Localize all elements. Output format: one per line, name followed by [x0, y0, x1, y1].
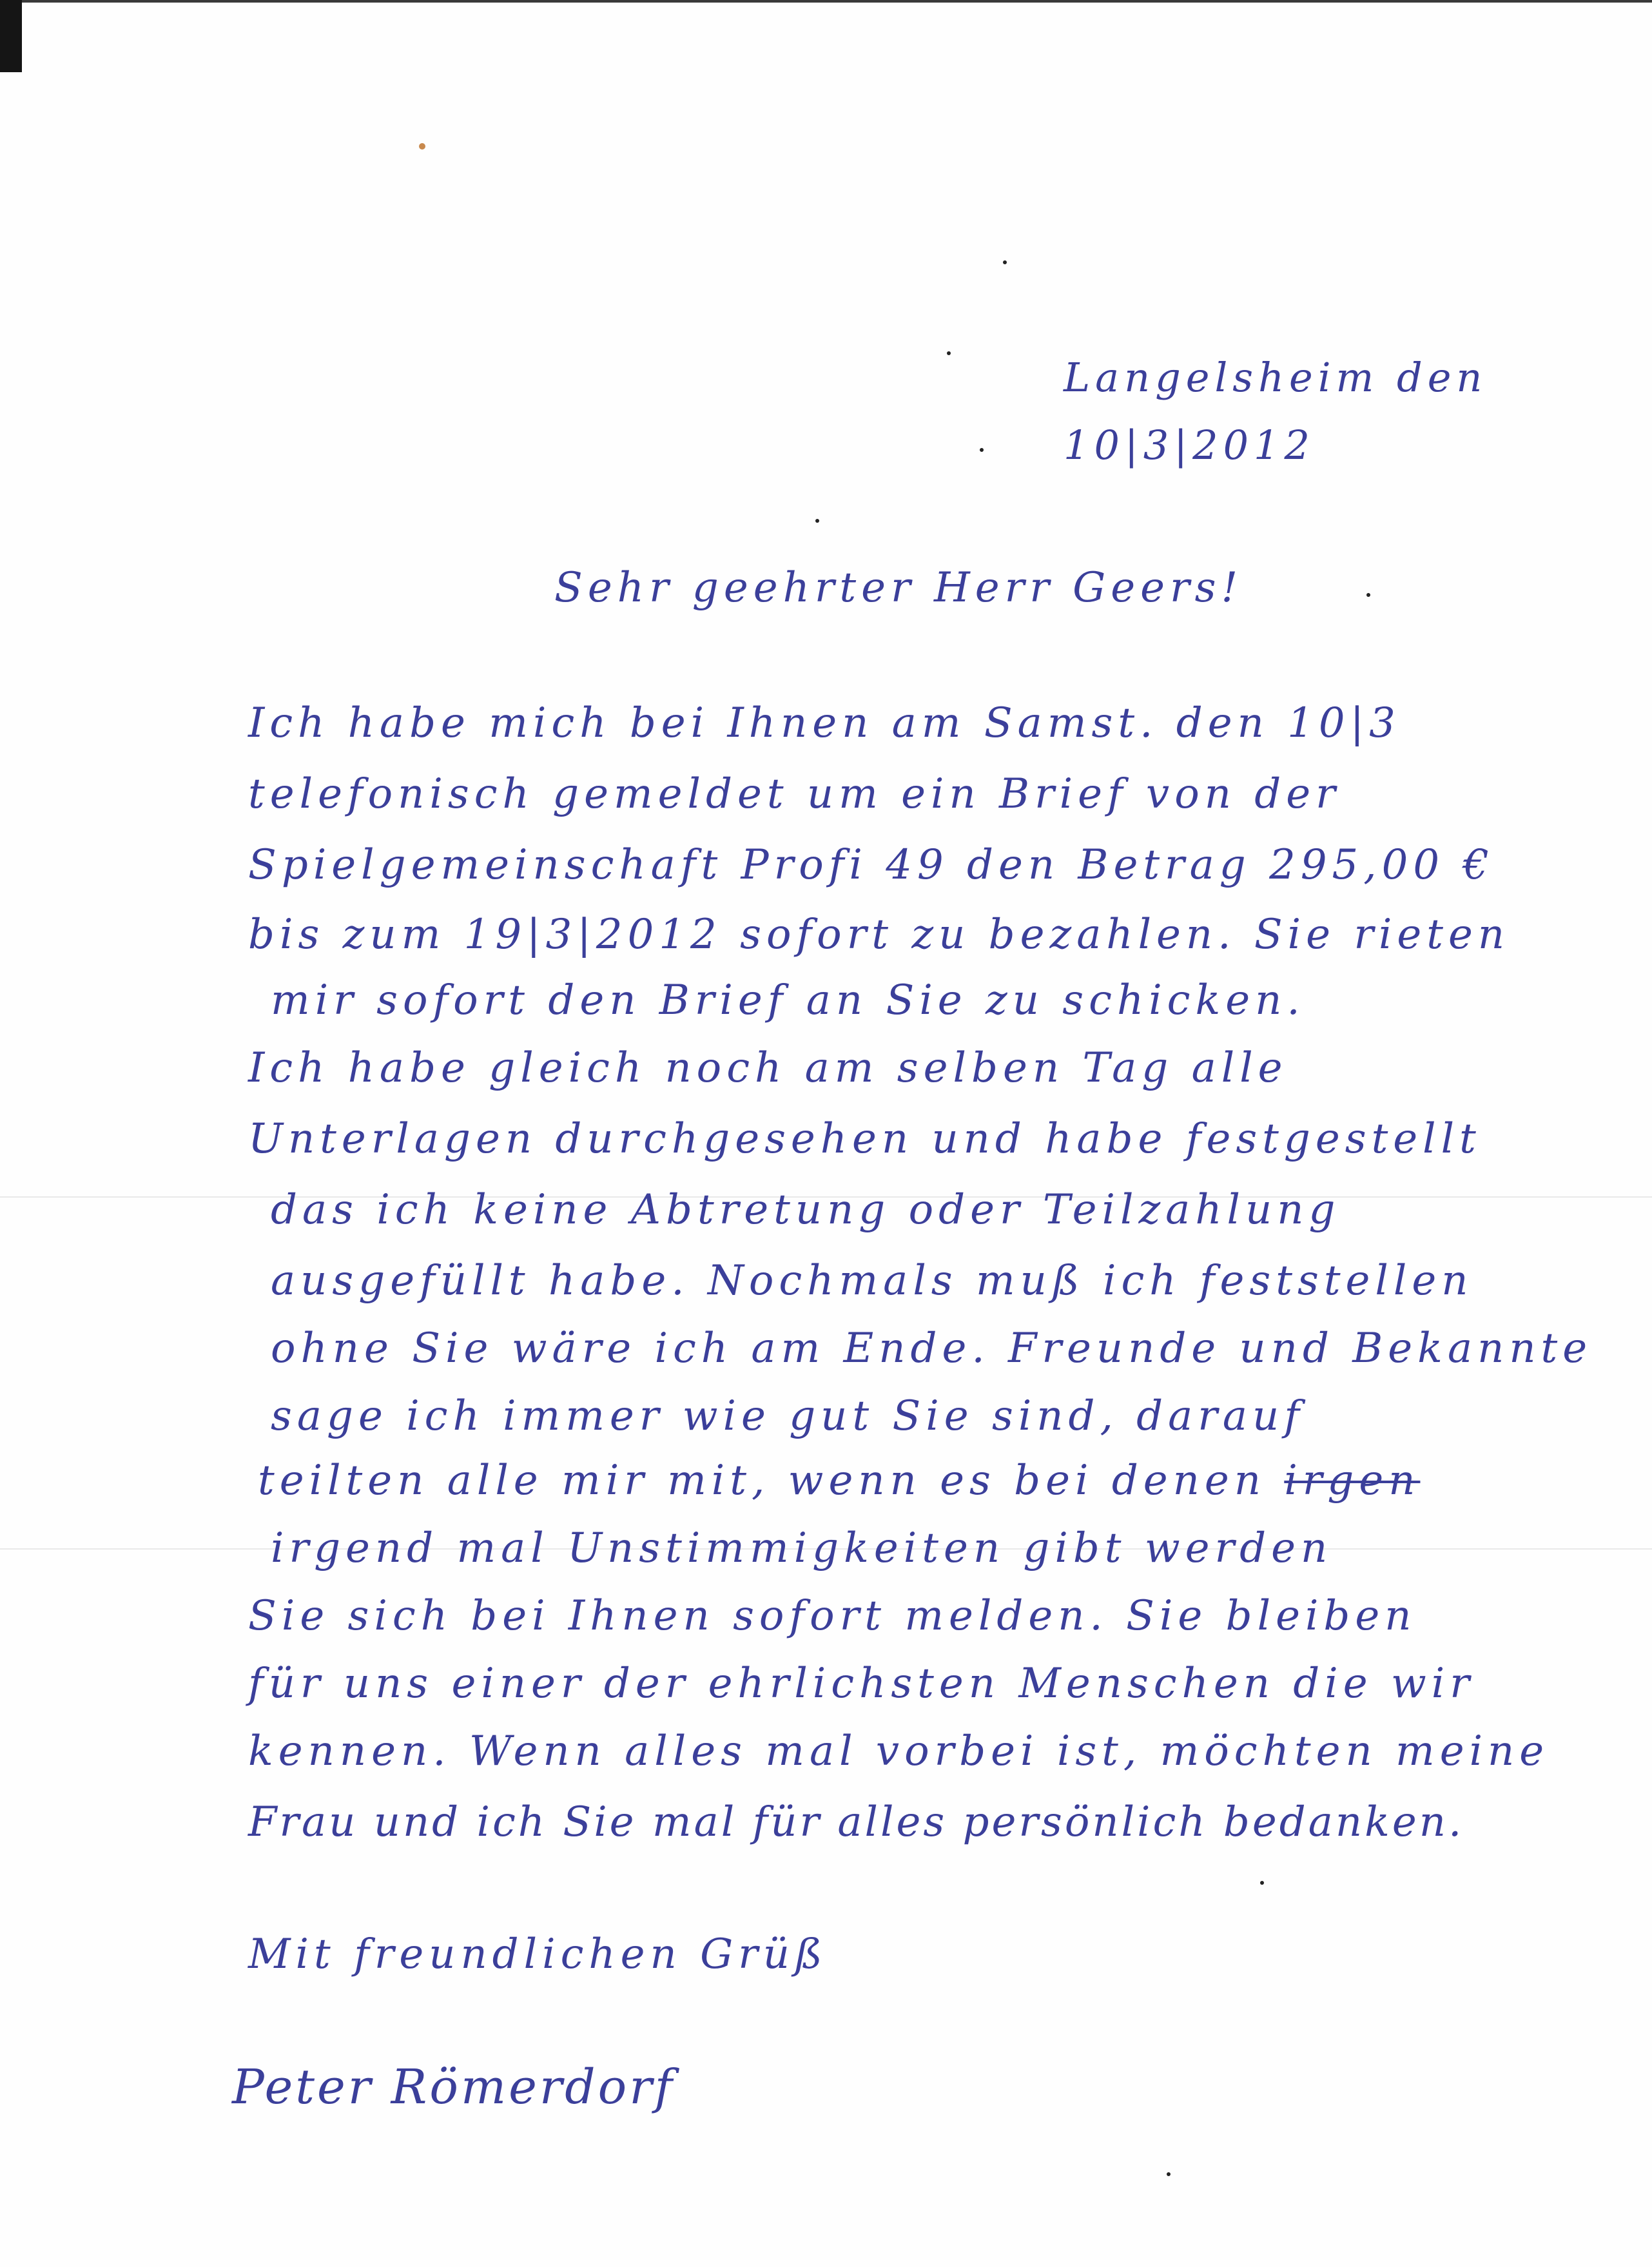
body-line: Sie sich bei Ihnen sofort melden. Sie bleiben — [248, 1592, 1417, 1640]
body-line: Frau und ich Sie mal für alles persönlich bedanken. — [248, 1798, 1464, 1846]
body-line: das ich keine Abtretung oder Teilzahlung — [271, 1186, 1341, 1234]
body-line — [258, 1457, 1421, 1504]
closing: Mit freundlichen Grüß — [248, 1931, 828, 1978]
body-line: Unterlagen durchgesehen und habe festgestellt — [248, 1115, 1481, 1163]
body-line: Spielgemeinschaft Profi 49 den Betrag 295,00 € — [248, 841, 1495, 889]
body-line: irgend mal Unstimmigkeiten gibt werden — [271, 1524, 1333, 1572]
salutation: Sehr geehrter Herr Geers! — [554, 564, 1243, 612]
paper-speck — [815, 519, 819, 523]
body-line: kennen. Wenn alles mal vorbei ist, möchten meine — [248, 1727, 1550, 1775]
signature: Peter Römerdorf — [232, 2059, 675, 2115]
body-line: ausgefüllt habe. Nochmals muß ich feststellen — [271, 1257, 1473, 1305]
body-line: sage ich immer wie gut Sie sind, darauf — [271, 1392, 1305, 1440]
body-line: für uns einer der ehrlichsten Menschen die wir — [248, 1660, 1475, 1708]
paper-speck — [1167, 2172, 1171, 2176]
paper-speck — [947, 351, 951, 355]
paper-speck — [1260, 1881, 1264, 1885]
body-line: telefonisch gemeldet um ein Brief von der — [248, 770, 1341, 818]
struck-word: irgen — [1284, 1457, 1421, 1504]
body-line: mir sofort den Brief an Sie zu schicken. — [271, 977, 1305, 1024]
body-line: ohne Sie wäre ich am Ende. Freunde und Bekannte — [271, 1325, 1593, 1372]
scan-top-edge — [22, 0, 1652, 3]
paper-speck — [419, 143, 425, 150]
body-line: Ich habe mich bei Ihnen am Samst. den 10|3 — [248, 699, 1401, 747]
body-line: bis zum 19|3|2012 sofort zu bezahlen. Sie rieten — [248, 911, 1510, 958]
paper-speck — [1366, 593, 1370, 597]
body-line-text: teilten alle mir mit, wenn es bei denen — [258, 1457, 1266, 1504]
body-line: Ich habe gleich noch am selben Tag alle — [248, 1044, 1288, 1092]
paper-speck — [980, 448, 984, 452]
place-line: Langelsheim den — [1064, 354, 1488, 401]
scan-edge-mark — [0, 0, 22, 72]
date-line: 10|3|2012 — [1064, 422, 1315, 469]
paper-speck — [1003, 260, 1007, 264]
